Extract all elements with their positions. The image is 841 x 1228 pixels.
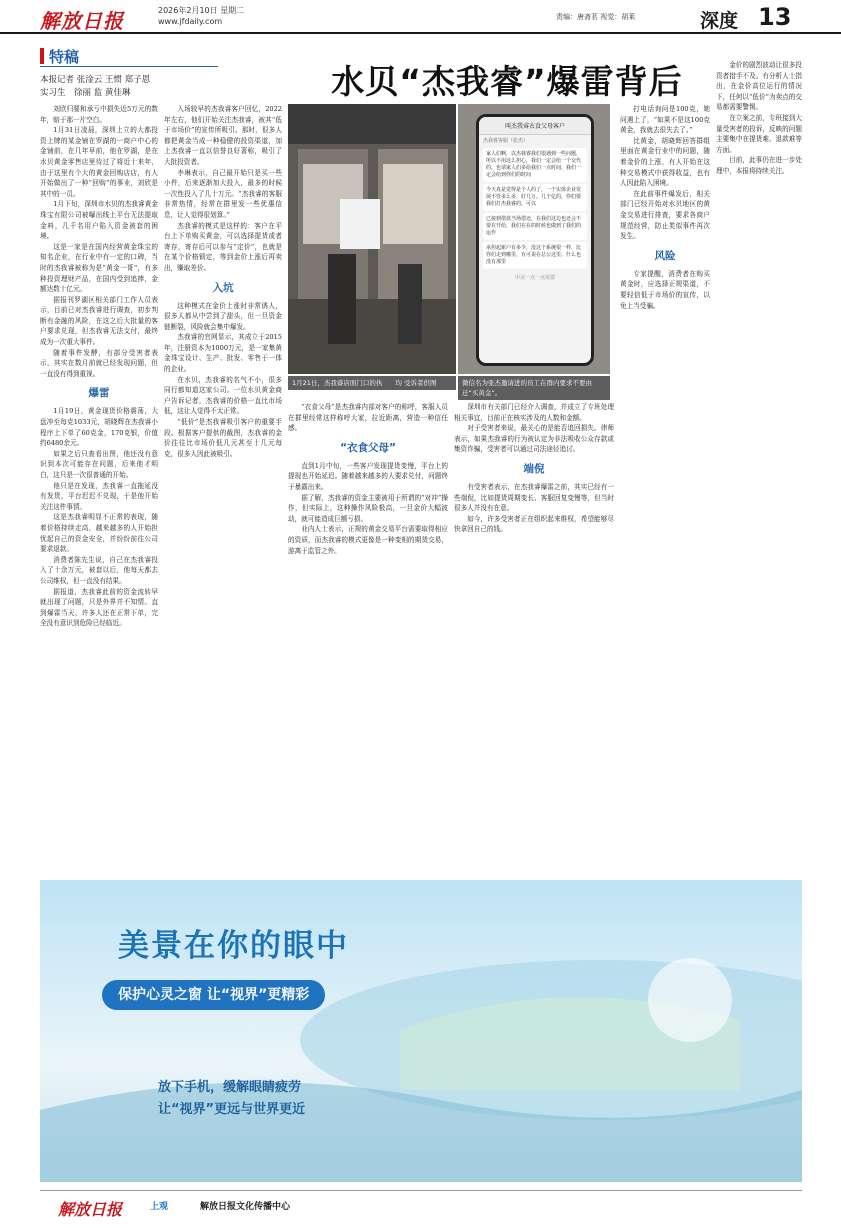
paragraph: 如今，许多受害者正在组织起来维权，希望能够尽快拿回自己的钱。 bbox=[454, 514, 614, 534]
tag-label: 特稿 bbox=[49, 48, 80, 66]
paragraph: 这种模式在金价上涨时非常诱人，很多人都从中尝到了甜头，但一旦资金链断裂，风险就会集中爆发。 bbox=[164, 301, 282, 331]
paragraph: 金价的剧烈波动让很多投资者措手不及。有分析人士指出，在金价高位运行的情况下，任何以“低价”为卖点的交易都需要警惕。 bbox=[716, 61, 802, 112]
paragraph: 据了解，杰我睿的资金主要被用于所谓的“对冲”操作，但实际上，这种操作风险极高，一旦金价大幅波动，就可能造成巨额亏损。 bbox=[288, 493, 448, 523]
byline-interns: 实习生 徐丽 监 黄佳琳 bbox=[40, 88, 131, 98]
subhead-duanni: 端倪 bbox=[523, 462, 545, 475]
site-url: www.jfdaily.com bbox=[158, 17, 223, 26]
subhead-rukeng: 入坑 bbox=[212, 281, 234, 294]
paragraph: 对于受害者来说，最关心的是能否追回损失。律师表示，如果杰我睿的行为被认定为非法吸收公众存款或集资诈骗，受害者可以通过司法途径追讨。 bbox=[454, 424, 614, 454]
issue-date: 2026年2月10日 星期二 bbox=[158, 6, 245, 15]
chat-title: 叫杰我睿衣食父母客户 bbox=[479, 117, 591, 135]
chat-message: 今天真是觉得是个人的了，一个实体企业发展不管多么多，好几万，几个亿的，你们要我们打杰我睿的，可以 bbox=[483, 184, 587, 211]
paragraph: 这是杰我睿明显不正常的表现，随着价格持续走高，越来越多的人开始担忧起自己的资金安全，并纷纷前往公司要求退款。 bbox=[40, 513, 158, 554]
byline bbox=[40, 74, 218, 100]
storefront-photo bbox=[288, 104, 456, 374]
paragraph: “衣食父母”是杰我睿内部对客户的称呼，客服人员在群里经常这样称呼大家，拉近距离，营造一种信任感。 bbox=[288, 403, 448, 433]
chat-message: 承担起新户有多少，没这个系统很一样，比你们走到哪里，有可说在总公这里，什么也没有那里 bbox=[483, 242, 587, 269]
ad-slogan-2: 让“视界”更远与世界更近 bbox=[158, 1102, 306, 1117]
tag-underline bbox=[40, 66, 218, 67]
chat-footer: 中美一点一点需要 bbox=[514, 275, 555, 281]
subhead-risk: 风险 bbox=[654, 249, 676, 262]
column-3 bbox=[288, 402, 448, 866]
paragraph: 杰我睿的模式是这样的：客户在平台上下单购买黄金，可以选择提货或者寄存，寄存后可以参与“定价”，也就是在某个价格锁定，等到金价上涨后再卖出，赚取差价。 bbox=[164, 221, 282, 272]
storefront-illustration bbox=[288, 104, 456, 374]
masthead bbox=[0, 0, 841, 34]
paragraph: 直到1月中旬，一些客户发现提货变慢，平台上的提现也开始延迟。随着越来越多的人要求兑付，问题终于暴露出来。 bbox=[288, 461, 448, 491]
ad-title: 美景在你的眼中 bbox=[118, 928, 349, 964]
paragraph: 目前，此事仍在进一步处理中，本报将持续关注。 bbox=[716, 156, 802, 175]
tag-marker bbox=[40, 48, 44, 64]
column-2 bbox=[164, 104, 282, 866]
subhead-baolei: 爆雷 bbox=[88, 387, 110, 400]
paragraph: 他只是在发现，杰我睿一直拖延没有发货，平台迟迟不兑现，于是他开始关注这件事情。 bbox=[40, 481, 158, 511]
eye-care-advertisement bbox=[40, 880, 802, 1182]
paragraph: 业内人士表示，正规的黄金交易平台需要取得相应的资质，而杰我睿的模式更像是一种变相的期货交易，游离于监管之外。 bbox=[288, 525, 448, 555]
section-name: 深度 bbox=[700, 10, 739, 32]
paragraph: 专家提醒，消费者在购买黄金时，应选择正规渠道，不要轻信低于市场价的宣传，以免上当受骗。 bbox=[620, 269, 710, 310]
paragraph: 李琳表示，自己最开始只是买一些小件，后来逐渐加大投入，最多的时候一次性投入了几十万元。“杰我睿的客服非常热情，经常在群里发一些优惠信息，让人觉得很划算。” bbox=[164, 168, 282, 219]
subhead-parents: “衣食父母” bbox=[340, 441, 396, 454]
ad-slogan-1: 放下手机，缓解眼睛疲劳 bbox=[158, 1080, 302, 1095]
paragraph: 如果之后只查看出图，他还没有意识到本次可能存在问题，后来他才明白，这只是一次很普通的开始。 bbox=[40, 449, 158, 479]
chat-caption: 微信名为张杰邀请进的员工在群内要求不要由迁“买黄金”。 bbox=[458, 376, 610, 400]
paragraph: 随着事件发酵，有部分受害者表示，其实在数月前就已经发现问题，但一直没有得到重视。 bbox=[40, 348, 158, 378]
chat-sender: 杰我睿客服（张杰） bbox=[483, 138, 529, 144]
page-number: 13 bbox=[758, 3, 792, 31]
paragraph: 据报刊罗湖区相关部门工作人员表示，目前已对杰我睿进行调查，初步判断有金融的风险，在这之后大批量的客户要求兑现，但杰我睿无法支付，最终成为一次重大事件。 bbox=[40, 295, 158, 347]
column-5 bbox=[620, 104, 710, 866]
column-4 bbox=[454, 402, 614, 866]
paragraph: 1月31日凌晨，深圳上立的大都投资上牌的某金铺在罗湖的一商户中心的金铺前，在几年早前，他在罗湖，是在水贝黄金零售店里待过了将近十来年，由于这里有个大的黄金回购店店，有人开始做出了一种“回购”的事业，刘欣是其中的一员。 bbox=[40, 126, 158, 198]
paragraph: 有受害者表示，在杰我睿爆雷之前，其实已经有一些端倪，比如提货周期变长、客服回复变慢等，但当时很多人并没有在意。 bbox=[454, 482, 614, 513]
footer-logo: 解放日报 bbox=[58, 1200, 123, 1219]
paragraph: “低价”是杰我睿吸引客户的重要手段。根据客户提供的截图，杰我睿的金价往往比市场价低几元甚至十几元每克，很多人因此被吸引。 bbox=[164, 418, 282, 458]
paragraph: 这是一家是在国内经营黄金珠宝的知名企业，在行业中有一定的口碑，当时的杰我睿被称为是“黄金一哥”，有多种投资理财产品，在国内受到追捧，金额达数十亿元。 bbox=[40, 242, 158, 294]
chat-message: 家人们啊，以杰我睿我们很遇到一些问题，所以不用这么担心，我们一定会给一个交代的，也请家人们多给我们一点时间，我们一定会给到你们的时间 bbox=[483, 148, 587, 182]
paragraph: 1月下旬，深圳市水贝的杰我睿黄金珠宝有限公司被曝出线上平台无法提取金料，几千名用户陷入资金被套的困境。 bbox=[40, 200, 158, 241]
ad-banner: 保护心灵之窗 让“视界”更精彩 bbox=[102, 980, 325, 1010]
paragraph: 在此前事件爆发后，相关部门已经开始对水贝地区的黄金交易进行排查，要求各商户规范经营，防止类似事件再次发生。 bbox=[620, 189, 710, 241]
footer-group-name: 解放日报文化传播中心 bbox=[200, 1202, 291, 1212]
paragraph: 打电话询问是100克，她问遇上了，“如果不是这100克黄金，我就去很失去了。” bbox=[620, 105, 710, 135]
column-6 bbox=[716, 60, 802, 866]
newspaper-logo: 解放日报 bbox=[40, 9, 124, 33]
paragraph: 在水贝，杰我睿的名气不小，很多同行都知道这家公司。一位水贝黄金商户告诉记者，杰我睿的价格一直比市场低，这让人觉得不太正常。 bbox=[164, 375, 282, 416]
chat-screenshot-photo bbox=[458, 104, 610, 374]
paragraph: 刘欣归要和承亏中损失近5万元的数年，赔于那一片空白。 bbox=[40, 105, 158, 124]
editors-credit: 责编：唐斋茗 视觉：胡莱 bbox=[556, 13, 636, 21]
chat-message: 已接到借款当场借还，在我们这边也还会不要在开给，我们在在的时候也做到了我们的运作 bbox=[483, 213, 587, 240]
paragraph: 在立案之前，专班接到大量受害者的投诉，反映的问题主要集中在提货难、退款难等方面。 bbox=[716, 113, 802, 154]
paragraph: 比黄金，胡晓辉回答群组里面在黄金行业中的问题，随着金价的上涨，有人开始在这种交易模式中获得收益，也有人因此陷入困境。 bbox=[620, 136, 710, 188]
paragraph: 杰我睿的官网显示，其成立于2015年，注册资本为1000万元，是一家集黄金珠宝设计、生产、批发、零售于一体的企业。 bbox=[164, 333, 282, 374]
phone-frame bbox=[476, 114, 594, 366]
byline-reporters: 本报记者 张淦云 王惯 郑子恩 bbox=[40, 75, 151, 85]
paragraph: 深圳市有关部门已经介入调查，并成立了专班处理相关事宜，目前正在核实涉及的人数和金额。 bbox=[454, 403, 614, 422]
paragraph: 消费者陈先生说，自己在杰我睿投入了十余万元，被套以后，他每天都去公司维权，但一直没有结果。 bbox=[40, 555, 158, 585]
paragraph: 1月19日，黄金现货价格震荡，大盘冲至每克1033元，胡晓辉在杰我睿小程序上下单了60克金，170克银，价值约6480余元。 bbox=[40, 407, 158, 448]
issue-info bbox=[158, 5, 244, 27]
page-footer bbox=[40, 1190, 802, 1220]
column-1 bbox=[40, 104, 158, 866]
headline: 水贝“杰我睿”爆雷背后 bbox=[331, 62, 683, 101]
footer-shangguan: 上观 bbox=[150, 1202, 169, 1212]
paragraph: 据报道，杰我睿此前的资金流转早就出现了问题，只是外界并不知情。直到爆雷当天，许多人还在正常下单，完全没有意识到危险已经临近。 bbox=[40, 587, 158, 628]
paragraph: 入场较早的杰我睿客户回忆，2022年左右，他们开始关注杰我睿，被其“低于市场价”的宣传所吸引。那时，很多人都把黄金当成一种稳健的投资渠道，加上杰我睿一直以信誉良好著称，吸引了大批投资者。 bbox=[164, 105, 282, 166]
storefront-caption: 1月21日，杰我睿店面门口的执 均 受诉者供图 bbox=[288, 376, 456, 390]
feature-tag bbox=[40, 46, 218, 68]
